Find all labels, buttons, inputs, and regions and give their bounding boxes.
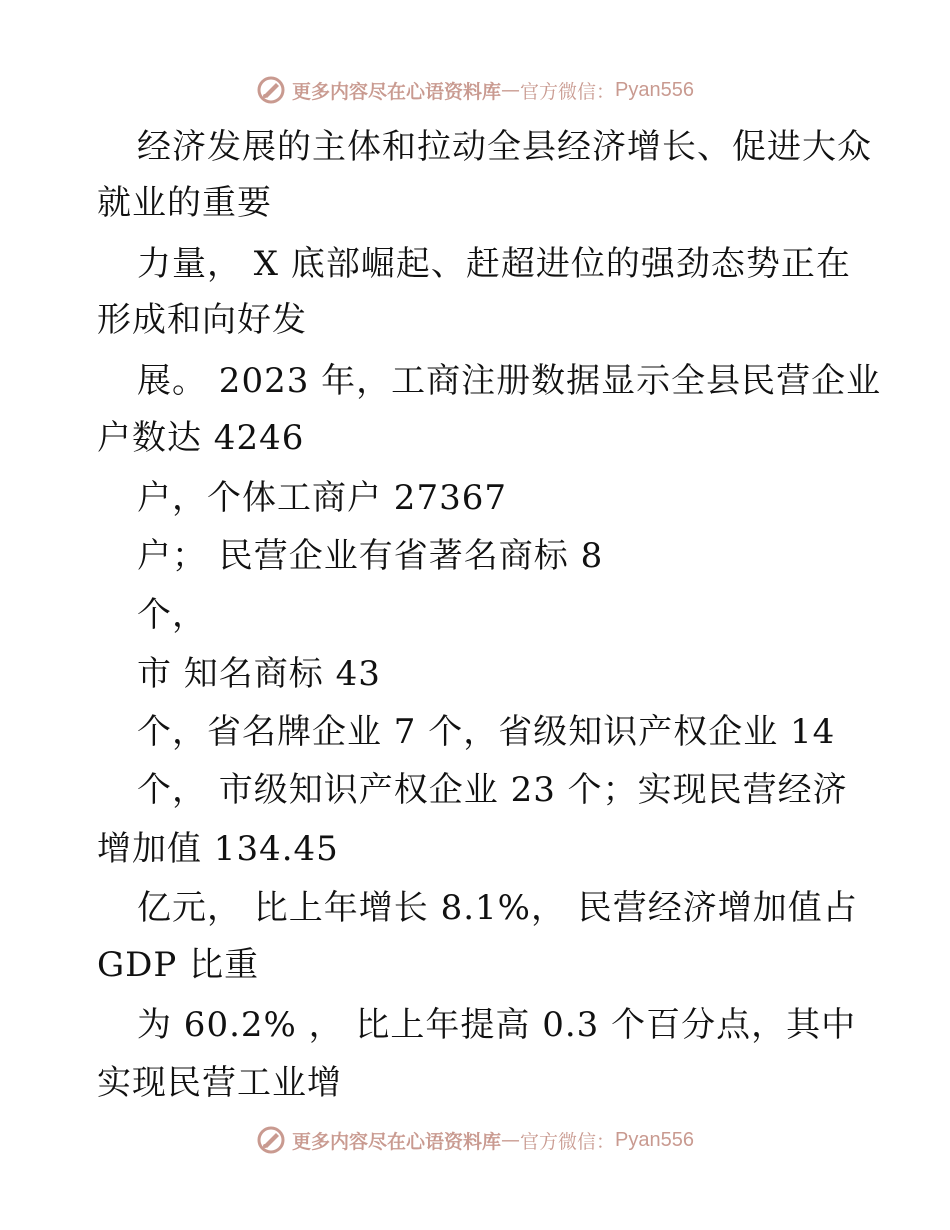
- banner-wechat-label: 官方微信：: [520, 1130, 616, 1153]
- text-line: 户，个体工商户 27367: [137, 478, 507, 518]
- brand-logo-icon: [256, 1125, 286, 1155]
- text-line: 经济发展的主体和拉动全县经济增长、促进大众: [137, 127, 872, 167]
- text-line: 实现民营工业增: [97, 1063, 342, 1103]
- text-line: 为 60.2% ， 比上年提高 0.3 个百分点，其中: [137, 1005, 857, 1045]
- text-line: 户数达 4246: [97, 418, 305, 458]
- banner-wechat-label: 官方微信：: [520, 80, 616, 103]
- text-line: 展。 2023 年，工商注册数据显示全县民营企业: [137, 361, 882, 401]
- text-line: 就业的重要: [97, 183, 272, 223]
- banner-brand-text: 更多内容尽在心语资料库: [292, 80, 502, 103]
- banner-dash: —: [501, 1129, 521, 1151]
- text-line: 形成和向好发: [97, 300, 307, 340]
- text-line: 力量， X 底部崛起、赶超进位的强劲态势正在: [137, 244, 851, 284]
- banner-wechat-id: Pyan556: [615, 78, 694, 101]
- text-line: 户； 民营企业有省著名商标 8: [137, 536, 604, 576]
- text-line: GDP 比重: [97, 945, 260, 985]
- banner-dash: —: [501, 79, 521, 101]
- text-line: 个， 市级知识产权企业 23 个；实现民营经济: [137, 770, 848, 810]
- footer-watermark-banner: [0, 1120, 950, 1160]
- text-line: 市 知名商标 43: [137, 654, 381, 694]
- text-line: 个，省名牌企业 7 个，省级知识产权企业 14: [137, 712, 836, 752]
- text-line: 亿元， 比上年增长 8.1%， 民营经济增加值占: [137, 888, 858, 928]
- banner-brand-text: 更多内容尽在心语资料库: [292, 1130, 502, 1153]
- text-line: 个，: [137, 595, 207, 635]
- banner-wechat-id: Pyan556: [615, 1128, 694, 1151]
- text-line: 增加值 134.45: [97, 829, 339, 869]
